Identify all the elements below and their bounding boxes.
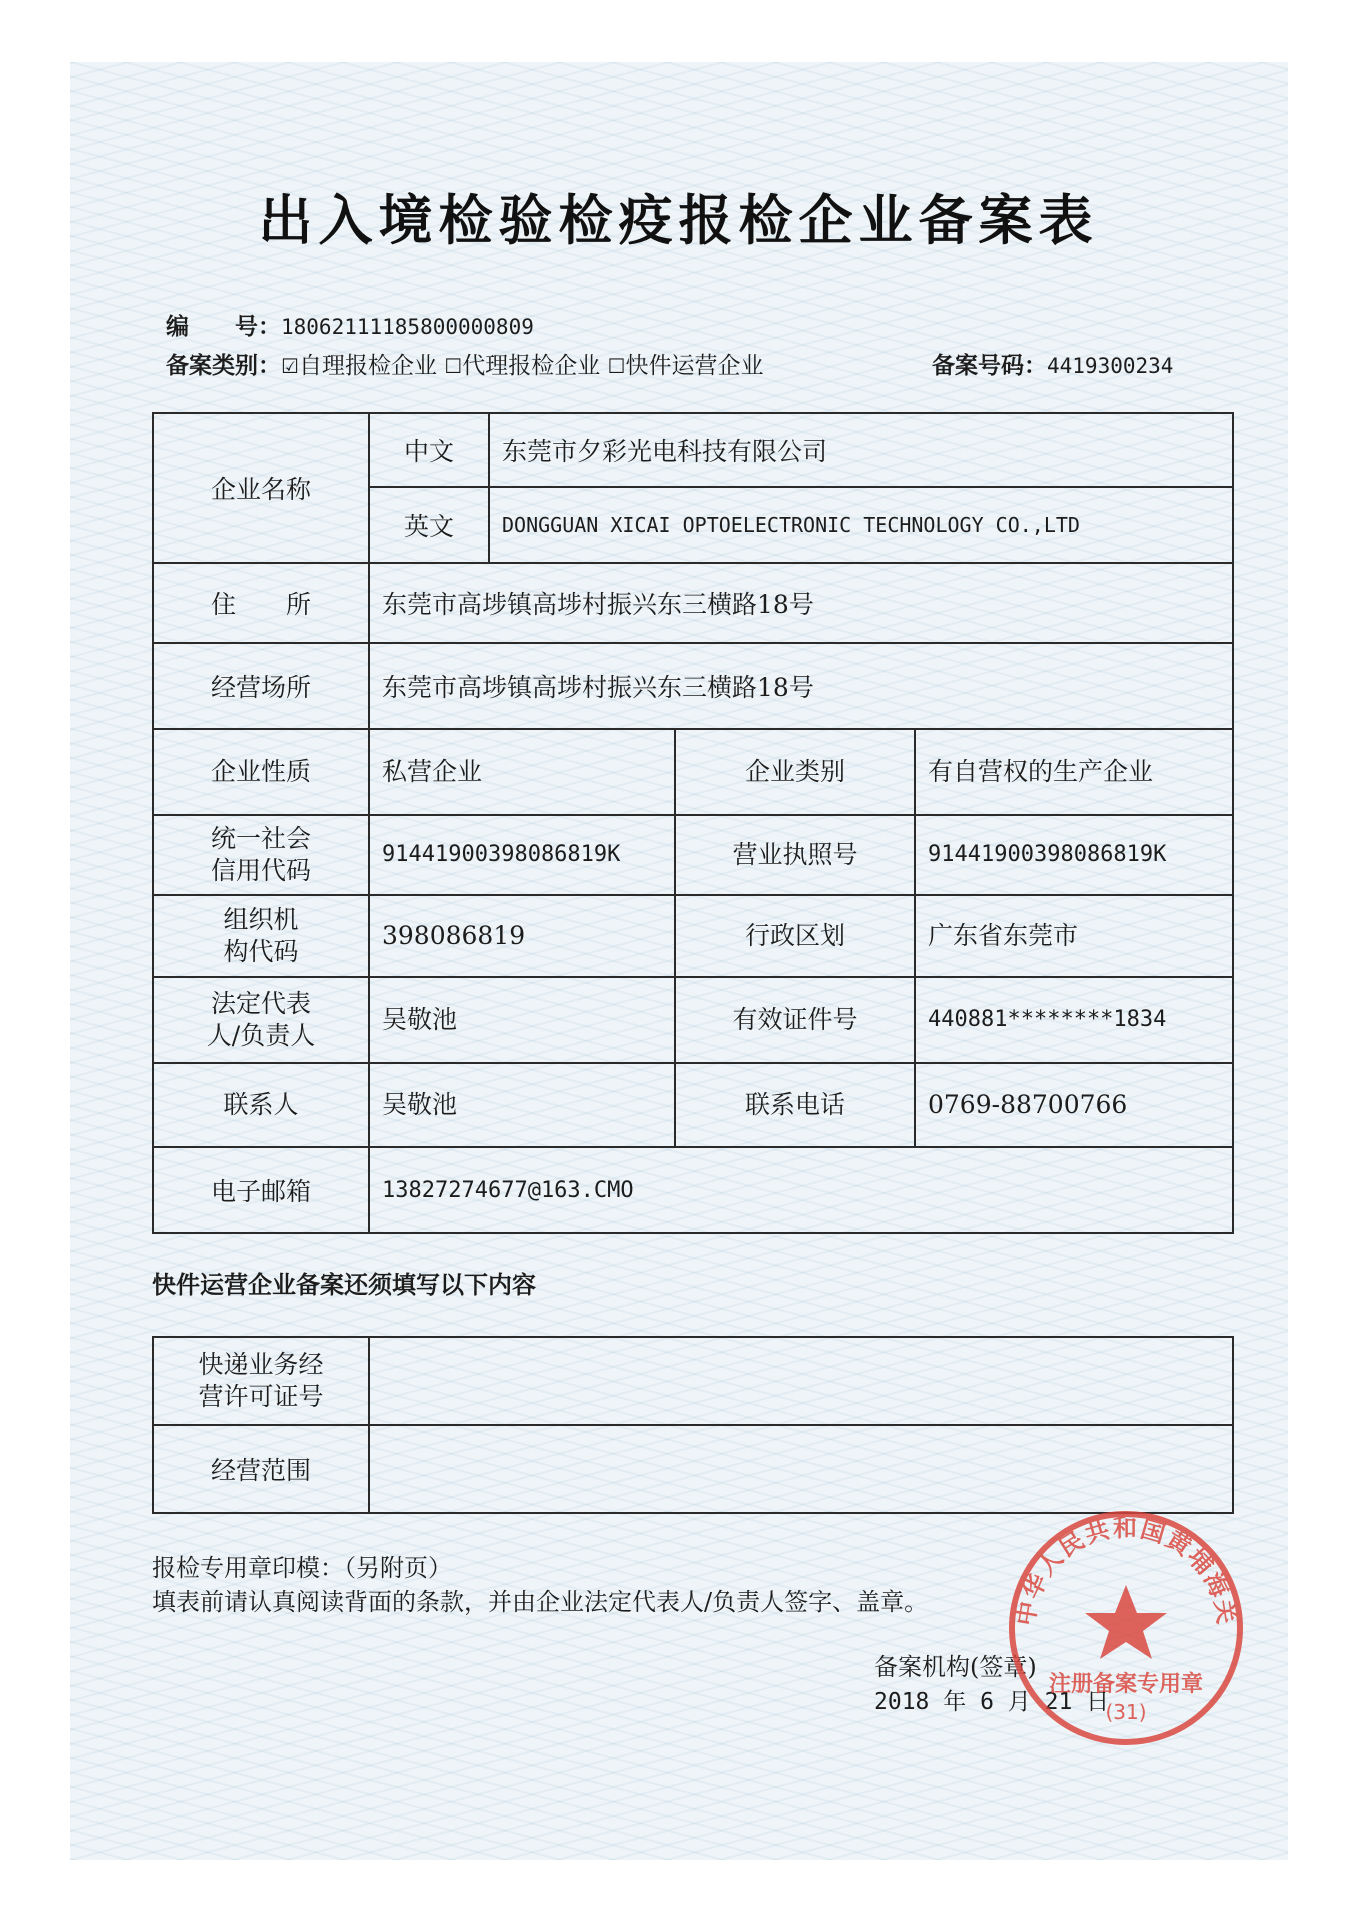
number-line [166, 308, 534, 341]
detail-row [153, 977, 1233, 1063]
stamp-center-text: 注册备案专用章 [1048, 1672, 1204, 1697]
chinese-name-label: 中文 [369, 413, 489, 487]
number-value: 18062111185800000809 [281, 315, 534, 339]
number-label: 编 号： [166, 314, 281, 340]
business-place-value: 东莞市高埗镇高埗村振兴东三横路18号 [369, 643, 1233, 729]
document-title: 出入境检验检疫报检企业备案表 [258, 189, 1099, 252]
courier-license-value [369, 1337, 1233, 1425]
courier-section-title: 快件运营企业备案还须填写以下内容 [152, 1271, 536, 1299]
detail-label: 法定代表 人/负责人 [153, 977, 369, 1063]
official-seal-stamp [1003, 1505, 1249, 1751]
enterprise-info-table [152, 412, 1234, 1234]
stamp-ring-text: 中华人民共和国黄埔海关 [1011, 1514, 1241, 1628]
detail-label: 统一社会 信用代码 [153, 815, 369, 895]
detail-label: 营业执照号 [675, 815, 915, 895]
detail-value: 0769-88700766 [915, 1063, 1233, 1147]
stamp-star-icon [1085, 1585, 1167, 1659]
detail-label: 组织机 构代码 [153, 895, 369, 977]
courier-license-label: 快递业务经 营许可证号 [153, 1337, 369, 1425]
instruction-note: 填表前请认真阅读背面的条款，并由企业法定代表人/负责人签字、盖章。 [152, 1588, 929, 1616]
company-name-label: 企业名称 [153, 413, 369, 563]
email-label: 电子邮箱 [153, 1147, 369, 1233]
address-label: 住 所 [153, 563, 369, 643]
category-option-label: 快件运营企业 [625, 353, 764, 379]
detail-label: 企业性质 [153, 729, 369, 815]
detail-label: 有效证件号 [675, 977, 915, 1063]
business-place-label: 经营场所 [153, 643, 369, 729]
filing-number-value: 4419300234 [1047, 354, 1174, 378]
detail-label: 行政区划 [675, 895, 915, 977]
address-value: 东莞市高埗镇高埗村振兴东三横路18号 [369, 563, 1233, 643]
category-line [166, 347, 763, 380]
category-option-label: 代理报检企业 [462, 353, 601, 379]
detail-row [153, 815, 1233, 895]
detail-label: 联系人 [153, 1063, 369, 1147]
chinese-name-value: 东莞市夕彩光电科技有限公司 [489, 413, 1233, 487]
detail-value: 广东省东莞市 [915, 895, 1233, 977]
detail-row [153, 729, 1233, 815]
seal-impression-note: 报检专用章印模：（另附页） [152, 1554, 452, 1582]
category-options [281, 353, 763, 379]
detail-row [153, 895, 1233, 977]
detail-value: 440881********1834 [915, 977, 1233, 1063]
courier-info-table [152, 1336, 1234, 1514]
checked-box-icon: ☑ [281, 354, 299, 378]
detail-value: 吴敬池 [369, 1063, 675, 1147]
signature-date: 2018 年 6 月 21 日 [874, 1689, 1110, 1715]
detail-label: 企业类别 [675, 729, 915, 815]
detail-value: 398086819 [369, 895, 675, 977]
business-scope-value [369, 1425, 1233, 1513]
detail-value: 有自营权的生产企业 [915, 729, 1233, 815]
filing-authority-label: 备案机构(签章) [874, 1653, 1037, 1681]
unchecked-box-icon: ☐ [444, 354, 463, 378]
category-label: 备案类别： [166, 353, 281, 379]
stamp-number: (31) [1105, 1700, 1147, 1724]
detail-value: 91441900398086819K [915, 815, 1233, 895]
detail-value: 吴敬池 [369, 977, 675, 1063]
english-name-label: 英文 [369, 487, 489, 563]
email-value: 13827274677@163.CMO [369, 1147, 1233, 1233]
business-scope-label: 经营范围 [153, 1425, 369, 1513]
english-name-value: DONGGUAN XICAI OPTOELECTRONIC TECHNOLOGY CO.,LTD [489, 487, 1233, 563]
filing-number-line [932, 347, 1173, 380]
detail-value: 私营企业 [369, 729, 675, 815]
detail-row [153, 1063, 1233, 1147]
detail-label: 联系电话 [675, 1063, 915, 1147]
detail-value: 91441900398086819K [369, 815, 675, 895]
unchecked-box-icon: ☐ [607, 354, 626, 378]
filing-number-label: 备案号码： [932, 353, 1047, 379]
category-option-label: 自理报检企业 [298, 353, 437, 379]
